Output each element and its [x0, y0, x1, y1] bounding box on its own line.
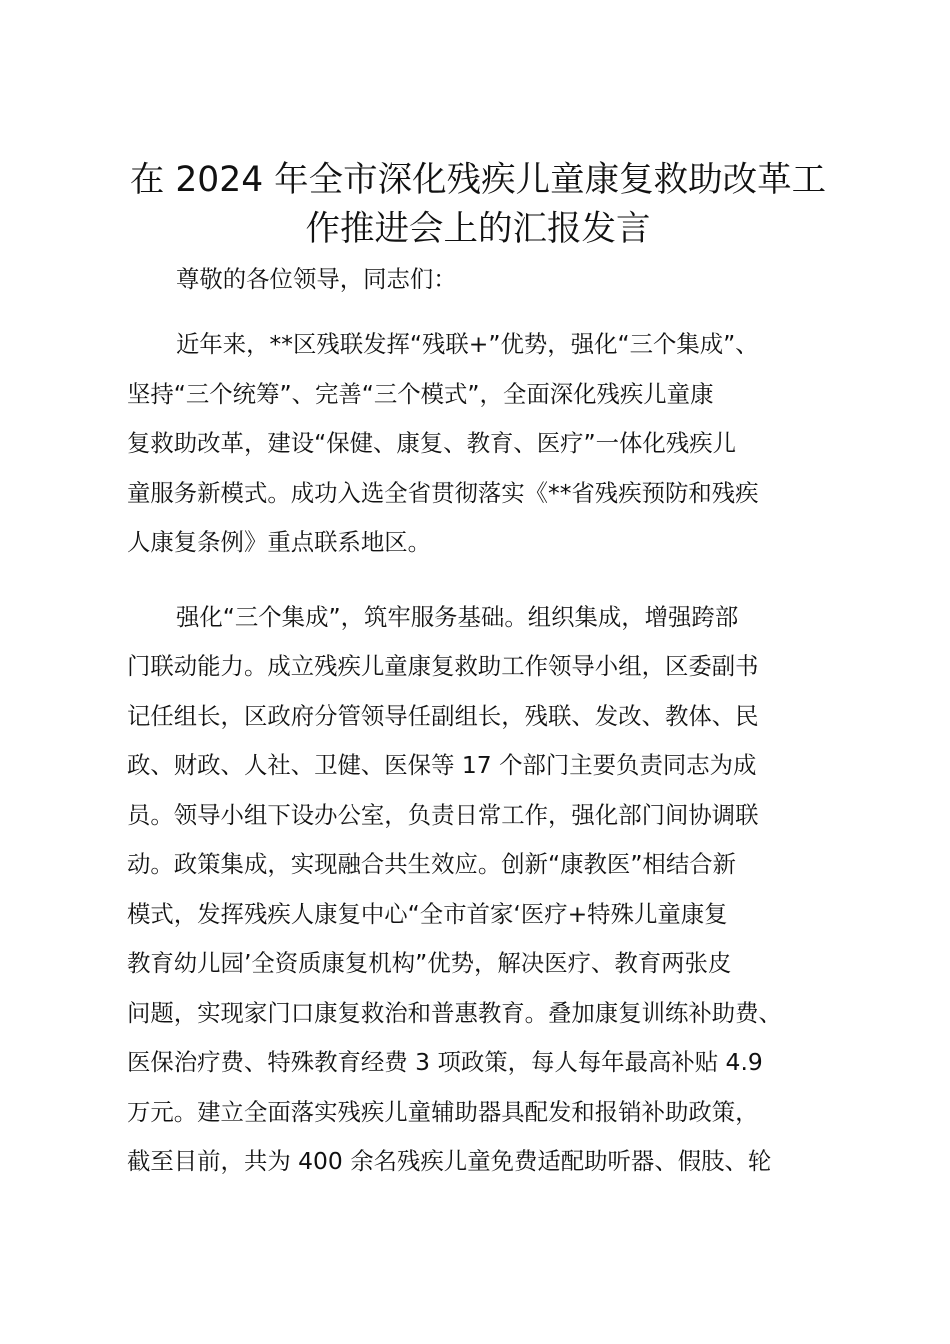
text-line: 动。政策集成，实现融合共生效应。创新“康教医”相结合新 — [127, 850, 736, 878]
text-line: 模式，发挥残疾人康复中心“全市首家‘医疗+特殊儿童康复 — [127, 899, 728, 928]
text-line: 强化“三个集成”，筑牢服务基础。组织集成，增强跨部 — [176, 602, 739, 631]
text-line: 近年来，**区残联发挥“残联+”优势，强化“三个集成”、 — [176, 330, 759, 358]
text-line: 人康复条例》重点联系地区。 — [127, 528, 432, 556]
text-line: 童服务新模式。成功入选全省贯彻落实《**省残疾预防和残疾 — [127, 478, 759, 507]
text-line: 万元。建立全面落实残疾儿童辅助器具配发和报销补助政策， — [127, 1097, 759, 1126]
title-line: 在 2024 年全市深化残疾儿童康复救助改革工 — [129, 160, 827, 200]
text-line: 医保治疗费、特殊教育经费 3 项政策，每人每年最高补贴 4.9 — [127, 1048, 763, 1076]
text-line: 员。领导小组下设办公室，负责日常工作，强化部门间协调联 — [127, 800, 759, 829]
paragraph-integration — [127, 593, 829, 1187]
paragraph-intro — [127, 320, 829, 568]
text-line: 截至目前，共为 400 余名残疾儿童免费适配助听器、假肢、轮 — [127, 1147, 772, 1175]
text-line: 教育幼儿园’全资质康复机构”优势，解决医疗、教育两张皮 — [127, 949, 732, 977]
document-title — [127, 154, 829, 254]
text-line: 坚持“三个统筹”、完善“三个模式”，全面深化残疾儿童康 — [127, 379, 714, 408]
text-line: 政、财政、人社、卫健、医保等 17 个部门主要负责同志为成 — [127, 751, 757, 779]
text-line: 记任组长，区政府分管领导任副组长，残联、发改、教体、民 — [127, 701, 759, 730]
text-line: 复救助改革，建设“保健、康复、教育、医疗”一体化残疾儿 — [127, 429, 736, 457]
salutation: 尊敬的各位领导，同志们： — [176, 265, 457, 293]
text-line: 门联动能力。成立残疾儿童康复救助工作领导小组，区委副书 — [127, 652, 759, 680]
title-line: 作推进会上的汇报发言 — [305, 209, 651, 249]
document-page — [127, 154, 829, 1187]
text-line: 问题，实现家门口康复救治和普惠教育。叠加康复训练补助费、 — [127, 998, 782, 1027]
